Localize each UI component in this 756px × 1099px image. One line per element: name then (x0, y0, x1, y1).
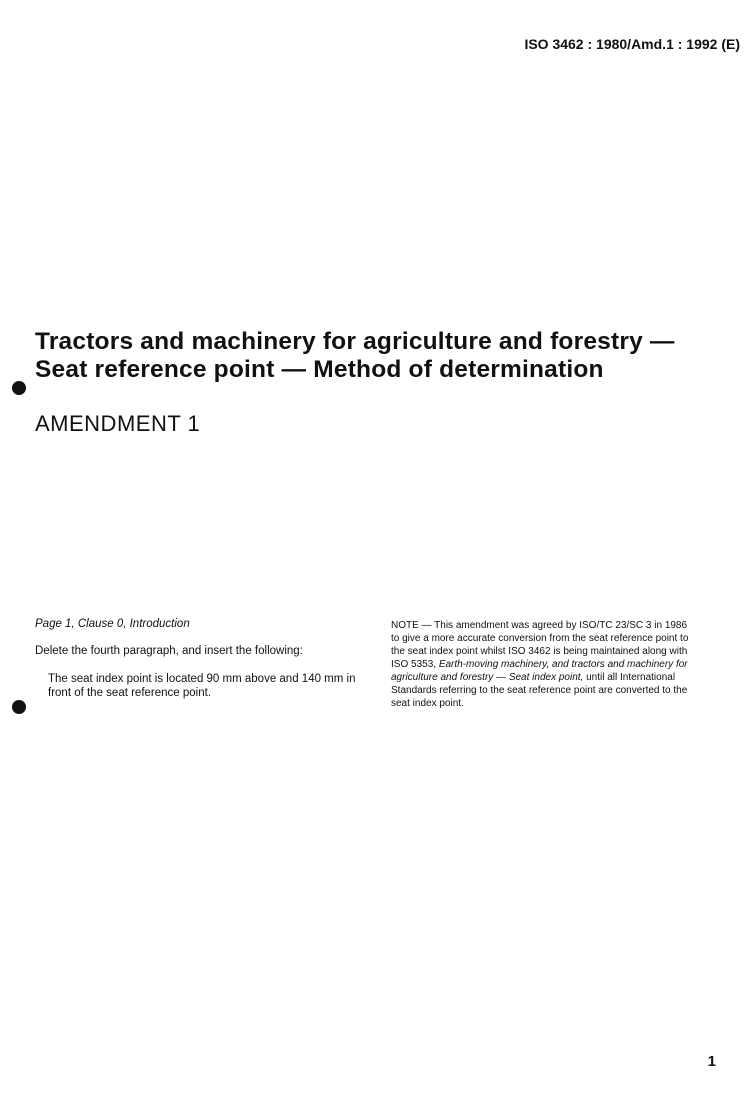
note-cited-title: agriculture and forestry — Seat index point, (391, 672, 584, 683)
note-line (391, 671, 688, 684)
inserted-text-line-1: The seat index point is located 90 mm above and 140 mm in (48, 673, 356, 685)
note-line: Standards referring to the seat reference point are converted to the (391, 685, 688, 696)
punch-hole-mark (12, 381, 26, 395)
amendment-heading: AMENDMENT 1 (35, 411, 201, 436)
document-designation: ISO 3462 : 1980/Amd.1 : 1992 (E) (524, 36, 740, 52)
title-line-1: Tractors and machinery for agriculture and forestry — (35, 328, 675, 355)
inserted-text-line-2: front of the seat reference point. (48, 687, 212, 699)
note-cited-title: Earth-moving machinery, and tractors and machinery for (438, 659, 688, 670)
instruction: Delete the fourth paragraph, and insert the following: (35, 645, 303, 657)
note-line: to give a more accurate conversion from the seat reference point to (391, 633, 689, 644)
clause-location (35, 618, 190, 630)
title-line-2: Seat reference point — Method of determination (35, 356, 604, 383)
note-text: until all International (583, 672, 676, 683)
note-line: the seat index point whilst ISO 3462 is being maintained along with (391, 646, 688, 657)
note-line: seat index point. (391, 698, 464, 709)
note-block (391, 619, 688, 710)
note-line (391, 658, 688, 671)
clause-location-text: Page 1, Clause 0, Introduction (35, 618, 190, 630)
note-text: ISO 5353, (391, 659, 439, 670)
note-line: NOTE — This amendment was agreed by ISO/TC 23/SC 3 in 1986 (391, 620, 688, 631)
page-number: 1 (707, 1053, 716, 1070)
punch-hole-mark (12, 700, 26, 714)
